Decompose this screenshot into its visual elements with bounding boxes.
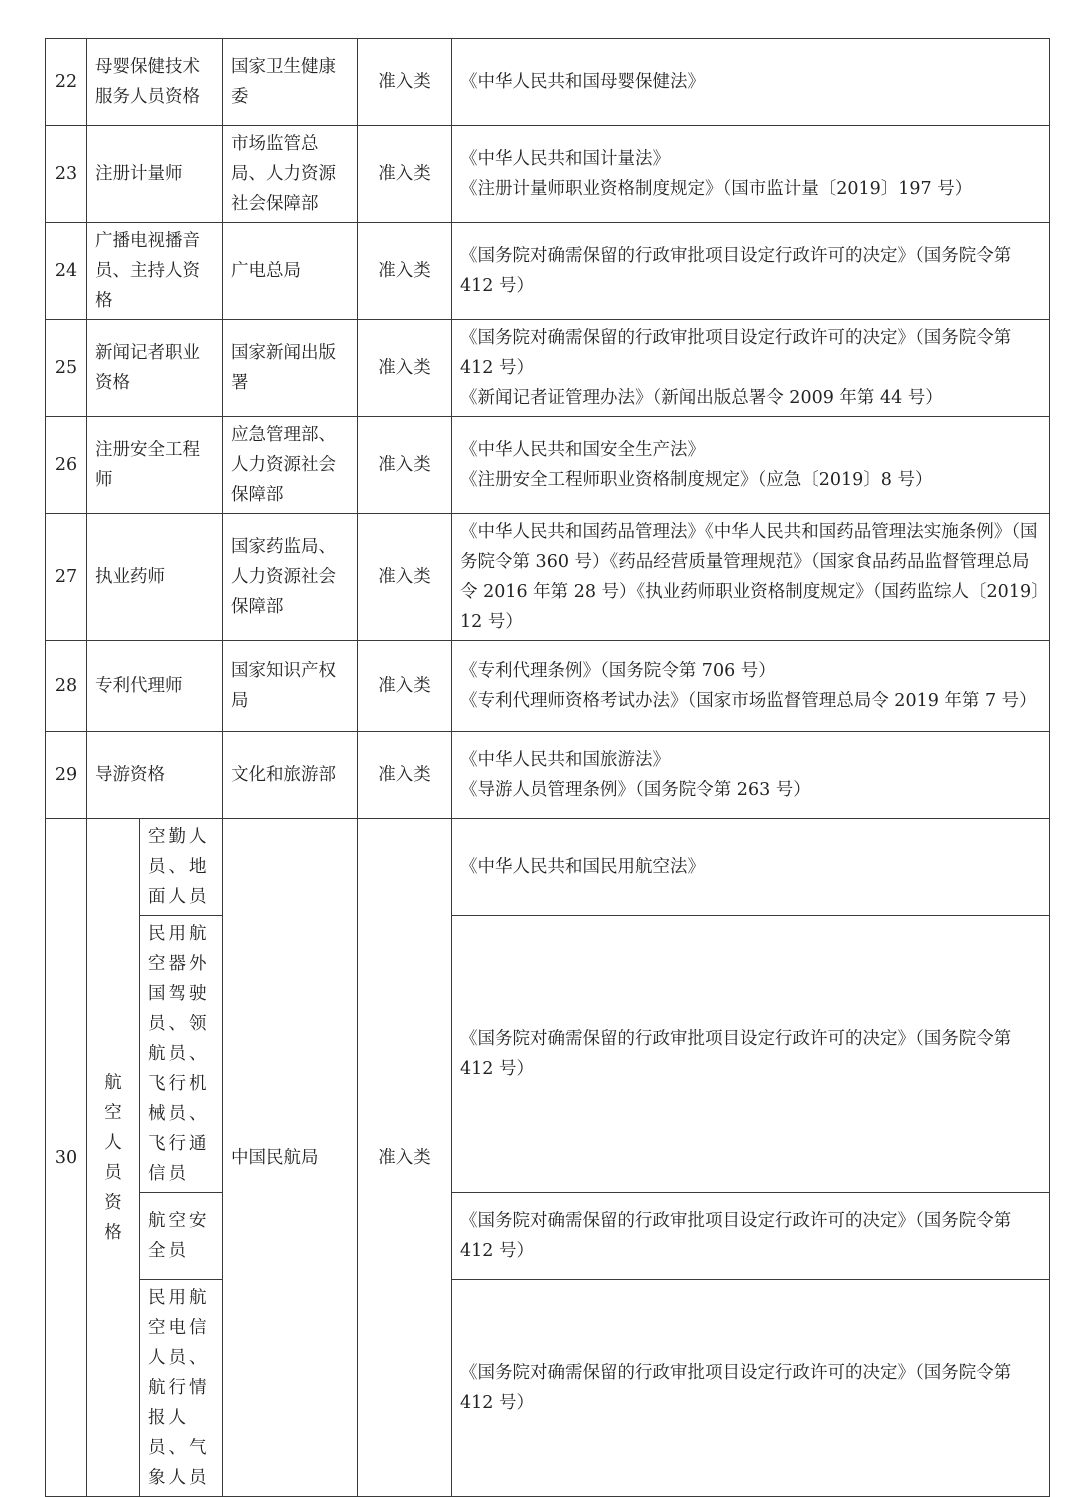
authority: 广电总局 (223, 223, 358, 320)
category: 准入类 (358, 39, 452, 126)
basis-line: 《中华人民共和国母婴保健法》 (460, 72, 705, 92)
legal-basis (452, 126, 1050, 223)
basis-line: 《国务院对确需保留的行政审批项目设定行政许可的决定》（国务院令第 412 号） (460, 1029, 1012, 1079)
legal-basis (452, 819, 1050, 916)
row-number: 28 (46, 641, 87, 732)
legal-basis (452, 641, 1050, 732)
row-number: 22 (46, 39, 87, 126)
row-number: 25 (46, 320, 87, 417)
basis-line: 《中华人民共和国安全生产法》 (460, 440, 705, 460)
basis-line: 《国务院对确需保留的行政审批项目设定行政许可的决定》（国务院令第 412 号） (460, 328, 1012, 378)
basis-line: 《注册计量师职业资格制度规定》（国市监计量〔2019〕197 号） (460, 179, 973, 199)
legal-basis (452, 39, 1050, 126)
sub-qualification: 空勤人员、地面人员 (140, 819, 223, 916)
qualification-name: 母婴保健技术服务人员资格 (87, 39, 223, 126)
row-number: 29 (46, 732, 87, 819)
table-row (46, 1193, 1050, 1280)
legal-basis (452, 514, 1050, 641)
qualification-table (45, 38, 1050, 1497)
legal-basis (452, 223, 1050, 320)
authority: 市场监管总局、人力资源社会保障部 (223, 126, 358, 223)
table-row (46, 514, 1050, 641)
category: 准入类 (358, 732, 452, 819)
basis-line: 《专利代理条例》（国务院令第 706 号） (460, 661, 776, 681)
authority: 国家药监局、人力资源社会保障部 (223, 514, 358, 641)
authority: 国家知识产权局 (223, 641, 358, 732)
qualification-name (87, 819, 140, 1497)
basis-line: 《专利代理师资格考试办法》（国家市场监督管理总局令 2019 年第 7 号） (460, 691, 1037, 711)
table-row (46, 1280, 1050, 1497)
basis-line: 《国务院对确需保留的行政审批项目设定行政许可的决定》（国务院令第 412 号） (460, 1211, 1012, 1261)
legal-basis (452, 417, 1050, 514)
table-row (46, 39, 1050, 126)
category: 准入类 (358, 641, 452, 732)
category: 准入类 (358, 819, 452, 1497)
qualification-name-vertical: 航空人员资格 (104, 1072, 122, 1243)
qualification-name: 执业药师 (87, 514, 223, 641)
basis-line: 《导游人员管理条例》（国务院令第 263 号） (460, 780, 811, 800)
authority: 国家新闻出版署 (223, 320, 358, 417)
sub-qualification: 民用航空电信人员、航行情报人员、气象人员 (140, 1280, 223, 1497)
qualification-name: 专利代理师 (87, 641, 223, 732)
basis-line: 《中华人民共和国药品管理法》《中华人民共和国药品管理法实施条例》（国务院令第 360 号）《药品经营质量管理规范》（国家食品药品监督管理总局令 2016 年第 28 号）《执业药师职业资格制度规定》（国药监综人〔2019〕12 号） (460, 522, 1040, 632)
row-number: 27 (46, 514, 87, 641)
sub-qualification: 航空安全员 (140, 1193, 223, 1280)
qualification-name: 广播电视播音员、主持人资格 (87, 223, 223, 320)
authority: 中国民航局 (223, 819, 358, 1497)
basis-line: 《注册安全工程师职业资格制度规定》（应急〔2019〕8 号） (460, 470, 933, 490)
legal-basis (452, 1193, 1050, 1280)
basis-line: 《中华人民共和国旅游法》 (460, 750, 670, 770)
row-number: 30 (46, 819, 87, 1497)
table-row (46, 732, 1050, 819)
sub-qualification: 民用航空器外国驾驶员、领航员、飞行机械员、飞行通信员 (140, 916, 223, 1193)
table-row (46, 320, 1050, 417)
table-row (46, 819, 1050, 916)
category: 准入类 (358, 126, 452, 223)
legal-basis (452, 732, 1050, 819)
row-number: 26 (46, 417, 87, 514)
qualification-name: 注册安全工程师 (87, 417, 223, 514)
qualification-name: 新闻记者职业资格 (87, 320, 223, 417)
category: 准入类 (358, 514, 452, 641)
basis-line: 《中华人民共和国民用航空法》 (460, 857, 705, 877)
category: 准入类 (358, 223, 452, 320)
authority: 应急管理部、人力资源社会保障部 (223, 417, 358, 514)
authority: 国家卫生健康委 (223, 39, 358, 126)
category: 准入类 (358, 417, 452, 514)
table-row (46, 417, 1050, 514)
legal-basis (452, 1280, 1050, 1497)
qualification-name: 注册计量师 (87, 126, 223, 223)
table-row (46, 223, 1050, 320)
basis-line: 《中华人民共和国计量法》 (460, 149, 670, 169)
table-row (46, 641, 1050, 732)
legal-basis (452, 320, 1050, 417)
table-row (46, 126, 1050, 223)
authority: 文化和旅游部 (223, 732, 358, 819)
qualification-name: 导游资格 (87, 732, 223, 819)
row-number: 23 (46, 126, 87, 223)
basis-line: 《国务院对确需保留的行政审批项目设定行政许可的决定》（国务院令第 412 号） (460, 246, 1012, 296)
table-row (46, 916, 1050, 1193)
basis-line: 《新闻记者证管理办法》（新闻出版总署令 2009 年第 44 号） (460, 388, 943, 408)
row-number: 24 (46, 223, 87, 320)
category: 准入类 (358, 320, 452, 417)
legal-basis (452, 916, 1050, 1193)
basis-line: 《国务院对确需保留的行政审批项目设定行政许可的决定》（国务院令第 412 号） (460, 1363, 1012, 1413)
